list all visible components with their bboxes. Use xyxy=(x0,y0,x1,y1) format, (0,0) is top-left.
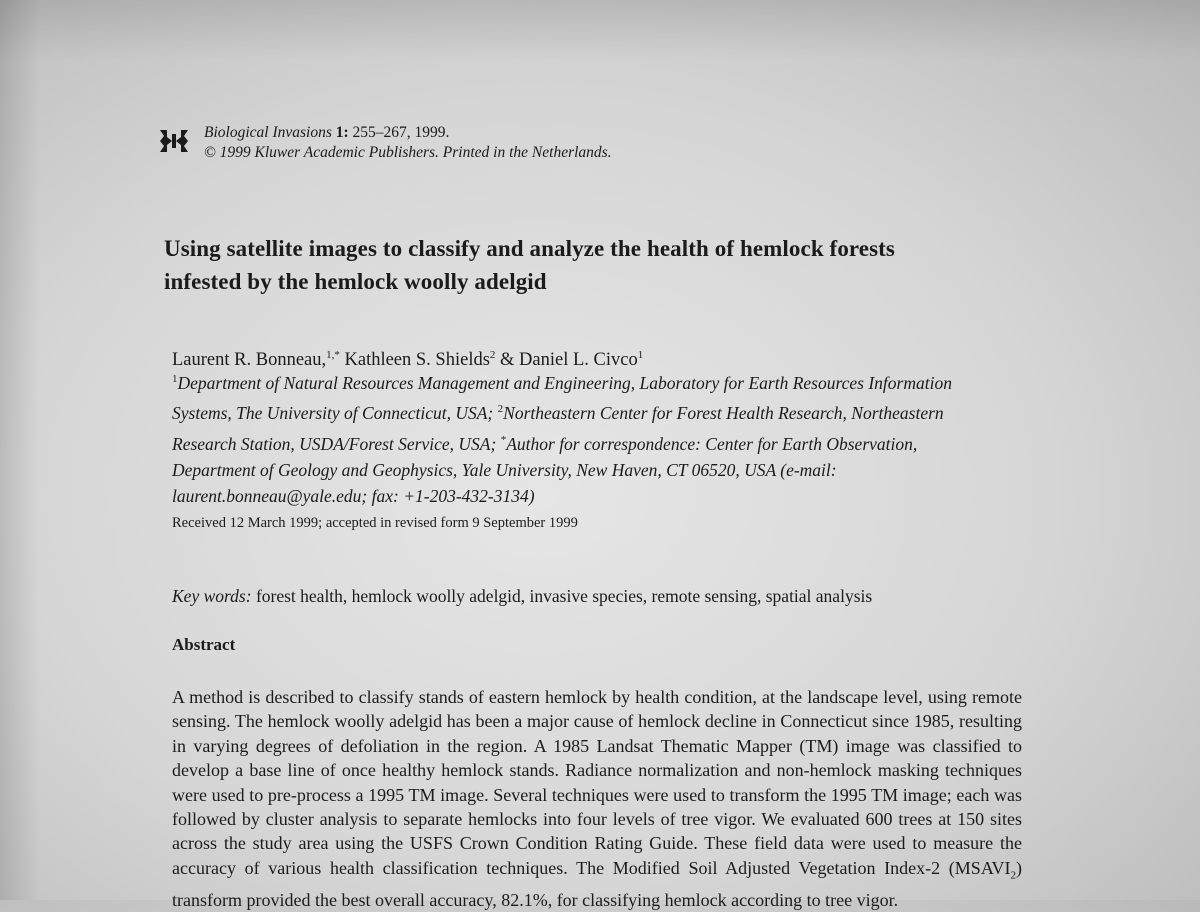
affil-text-1: Department of Natural Resources Management and Engineering, Laboratory for Earth Resources Information Systems, The University of Connecticut, USA; xyxy=(172,372,952,424)
author-2-sup: 2 xyxy=(489,349,496,361)
paper-title: Using satellite images to classify and analyze the health of hemlock forests infested by the hemlock woolly adelgid xyxy=(164,236,895,294)
abstract-text-1: A method is described to classify stands of eastern hemlock by health condition, at the landscape level, using remote sensing. The hemlock woolly adelgid has been a major cause of hemlock decline in Connecticut since 1985, resulting in varying degrees of defoliation in the region. A 1985 Landsat Thematic Mapper (TM) image was classified to develop a base line of once healthy hemlock stands. Radiance normalization and non-hemlock masking techniques were used to pre-process a 1995 TM image. Several techniques were used to transform the 1995 TM image; each was followed by cluster analysis to separate hemlocks into four levels of tree vigor. We evaluated 600 trees at 150 sites across the study area using the USFS Crown Condition Rating Guide. These field data were used to measure the accuracy of various health classification techniques. The Modified Soil Adjusted Vegetation Index-2 (MSAVI xyxy=(172,687,1022,878)
abstract-body xyxy=(172,685,1022,912)
copyright-line: © 1999 Kluwer Academic Publishers. Printed in the Netherlands. xyxy=(204,144,612,161)
affil-text-2: Northeastern Center for Forest Health Research, Northeastern Research Station, USDA/Forest Service, USA; xyxy=(172,403,944,454)
journal-pages: 255–267, 1999. xyxy=(348,124,450,141)
publisher-logo-icon xyxy=(158,126,190,156)
received-dates: Received 12 March 1999; accepted in revised form 9 September 1999 xyxy=(172,515,578,531)
abstract-subscript: 2 xyxy=(1010,869,1016,882)
author-1-sup: 1,* xyxy=(326,349,340,361)
author-3-sup: 1 xyxy=(637,349,644,361)
page-edge-shadow xyxy=(0,0,40,900)
journal-citation xyxy=(204,123,612,163)
keywords-text: forest health, hemlock woolly adelgid, invasive species, remote sensing, spatial analysis xyxy=(251,586,873,606)
keywords xyxy=(172,585,872,607)
author-3: & Daniel L. Civco xyxy=(495,350,638,371)
abstract-text-2: ) transform provided the best overall accuracy, 82.1%, for classifying hemlock according to tree vigor. xyxy=(172,857,1022,910)
page-top-shadow xyxy=(0,0,1200,60)
affil-sup-2: 2 xyxy=(497,403,504,416)
keywords-label: Key words: xyxy=(172,586,252,606)
journal-name: Biological Invasions xyxy=(204,124,332,141)
affil-text-3: Author for correspondence: Center for Earth Observation, Department of Geology and Geophysics, Yale University, New Haven, CT 06520, USA (e-mail: laurent.bonneau@yale.edu; fax: +1-203-432-3134) xyxy=(172,433,918,507)
affil-sup-1: 1 xyxy=(172,373,178,385)
affiliations xyxy=(172,366,1002,510)
journal-line xyxy=(204,123,612,143)
abstract-heading: Abstract xyxy=(172,635,236,654)
author-1: Laurent R. Bonneau, xyxy=(172,350,327,371)
journal-volume: 1: xyxy=(335,124,349,141)
author-2: Kathleen S. Shields xyxy=(339,350,490,371)
affil-sup-3: * xyxy=(500,433,507,446)
